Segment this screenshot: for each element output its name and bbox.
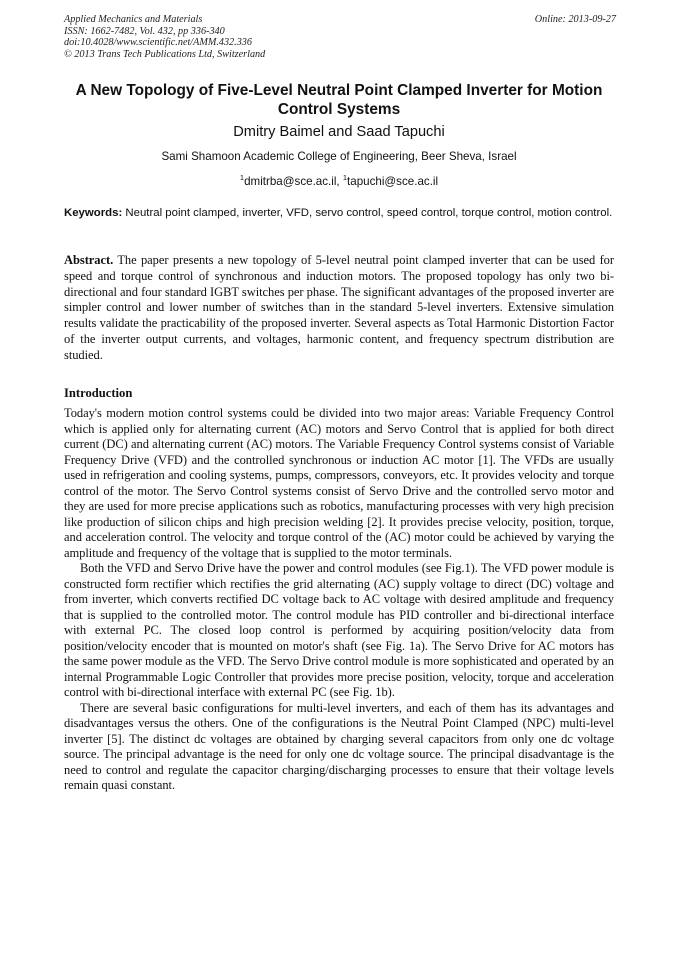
section-heading: Introduction bbox=[64, 386, 133, 400]
body-paragraph: Today's modern motion control systems could be divided into two major areas: Variable Frequency Control which is applied only for alternating current (AC) motors and Servo Control that is applied for both direct current (DC) and alternating current (AC) motors. The Variable Frequency Control systems consist of Variable Frequency Drive (VFD) and the controlled synchronous or induction AC motor [1]. The VFDs are usually used in refrigeration and cooling systems, pumps, compressors, conveyors, etc. It provides velocity and torque control of the motor. The Servo Control systems consist of Servo Drive and the controlled servo motor and they are used for more precise applications such as robotics, manufacturing processes with very high precision like production of silicon chips and high precision welding [2]. It provides precise velocity, position, torque, and acceleration control. The velocity and torque control of the (AC) motor could be achieved by varying the amplitude and frequency of the voltage that is supplied to the motor terminals. bbox=[64, 406, 614, 560]
keywords-label: Keywords: bbox=[64, 207, 123, 219]
email-superscript: 1 bbox=[342, 173, 348, 182]
introduction-body bbox=[64, 406, 614, 794]
email-superscript: 1 bbox=[239, 173, 245, 182]
journal-header bbox=[64, 14, 616, 60]
paper-title: A New Topology of Five-Level Neutral Point Clamped Inverter for Motion Control Systems bbox=[75, 82, 603, 118]
issn-line: ISSN: 1662-7482, Vol. 432, pp 336-340 bbox=[64, 25, 225, 37]
author-affiliation: Sami Shamoon Academic College of Engineering, Beer Sheva, Israel bbox=[161, 150, 517, 163]
body-paragraph: There are several basic configurations for multi-level inverters, and each of them has its advantages and disadvantages versus the others. One of the configurations is the Neutral Point Clamped (NPC) multi-level inverter [5]. The distinct dc voltages are obtained by charging several capacitors from only one dc voltage source. The principal advantage is the need for only one dc voltage source. The principal disadvantage is the need to control and regulate the capacitor charging/discharging processes to ensure that their voltage levels remain quasi constant. bbox=[64, 700, 614, 792]
abstract-label: Abstract. bbox=[64, 253, 114, 267]
doi-line: doi:10.4028/www.scientific.net/AMM.432.336 bbox=[64, 37, 252, 49]
author-emails bbox=[64, 170, 614, 190]
copyright-line: © 2013 Trans Tech Publications Ltd, Switzerland bbox=[64, 48, 266, 60]
body-paragraph: Both the VFD and Servo Drive have the power and control modules (see Fig.1). The VFD power module is constructed form rectifier which rectifies the grid alternating (AC) supply voltage to direct (DC) voltage and from inverter, which converts rectified DC voltage back to AC voltage with desired amplitude and frequency that is supplied to the controlled motor. The control module has PID controller and bi-directional interface with external PC. The closed loop control is performed by acquiring position/velocity data from position/velocity encoder that is mounted on motor's shaft (see Fig. 1a). The Servo Drive for AC motors has the same power module as the VFD. The Servo Drive control module is more sophisticated and operated by an internal Programmable Logic Controller that provides more precise position, velocity, torque and acceleration control with bi-directional interface with external PC (see Fig. 1b). bbox=[64, 561, 614, 699]
journal-name: Applied Mechanics and Materials bbox=[64, 14, 203, 25]
paper-authors: Dmitry Baimel and Saad Tapuchi bbox=[233, 124, 445, 140]
keywords-text: Neutral point clamped, inverter, VFD, servo control, speed control, torque control, motion control. bbox=[122, 207, 613, 219]
keywords-section bbox=[64, 206, 614, 222]
abstract-text: The paper presents a new topology of 5-level neutral point clamped inverter that can be used for speed and torque control of synchronous and induction motors. The proposed topology has only two bi-directional and four standard IGBT switches per phase. The significant advantages of the proposed inverter are simpler control and lower number of switches than in the standard 5-level inverters. Extensive simulation results validate the practicability of the proposed inverter. Several aspects as Total Harmonic Distortion Factor of the inverter output currents, and voltages, harmonic content, and frequency spectrum distribution are studied. bbox=[64, 253, 614, 362]
online-date: Online: 2013-09-27 bbox=[534, 14, 616, 25]
email-address: dmitrba@sce.ac.il, bbox=[244, 175, 343, 188]
email-address: tapuchi@sce.ac.il bbox=[347, 175, 439, 188]
abstract-section bbox=[64, 253, 614, 364]
